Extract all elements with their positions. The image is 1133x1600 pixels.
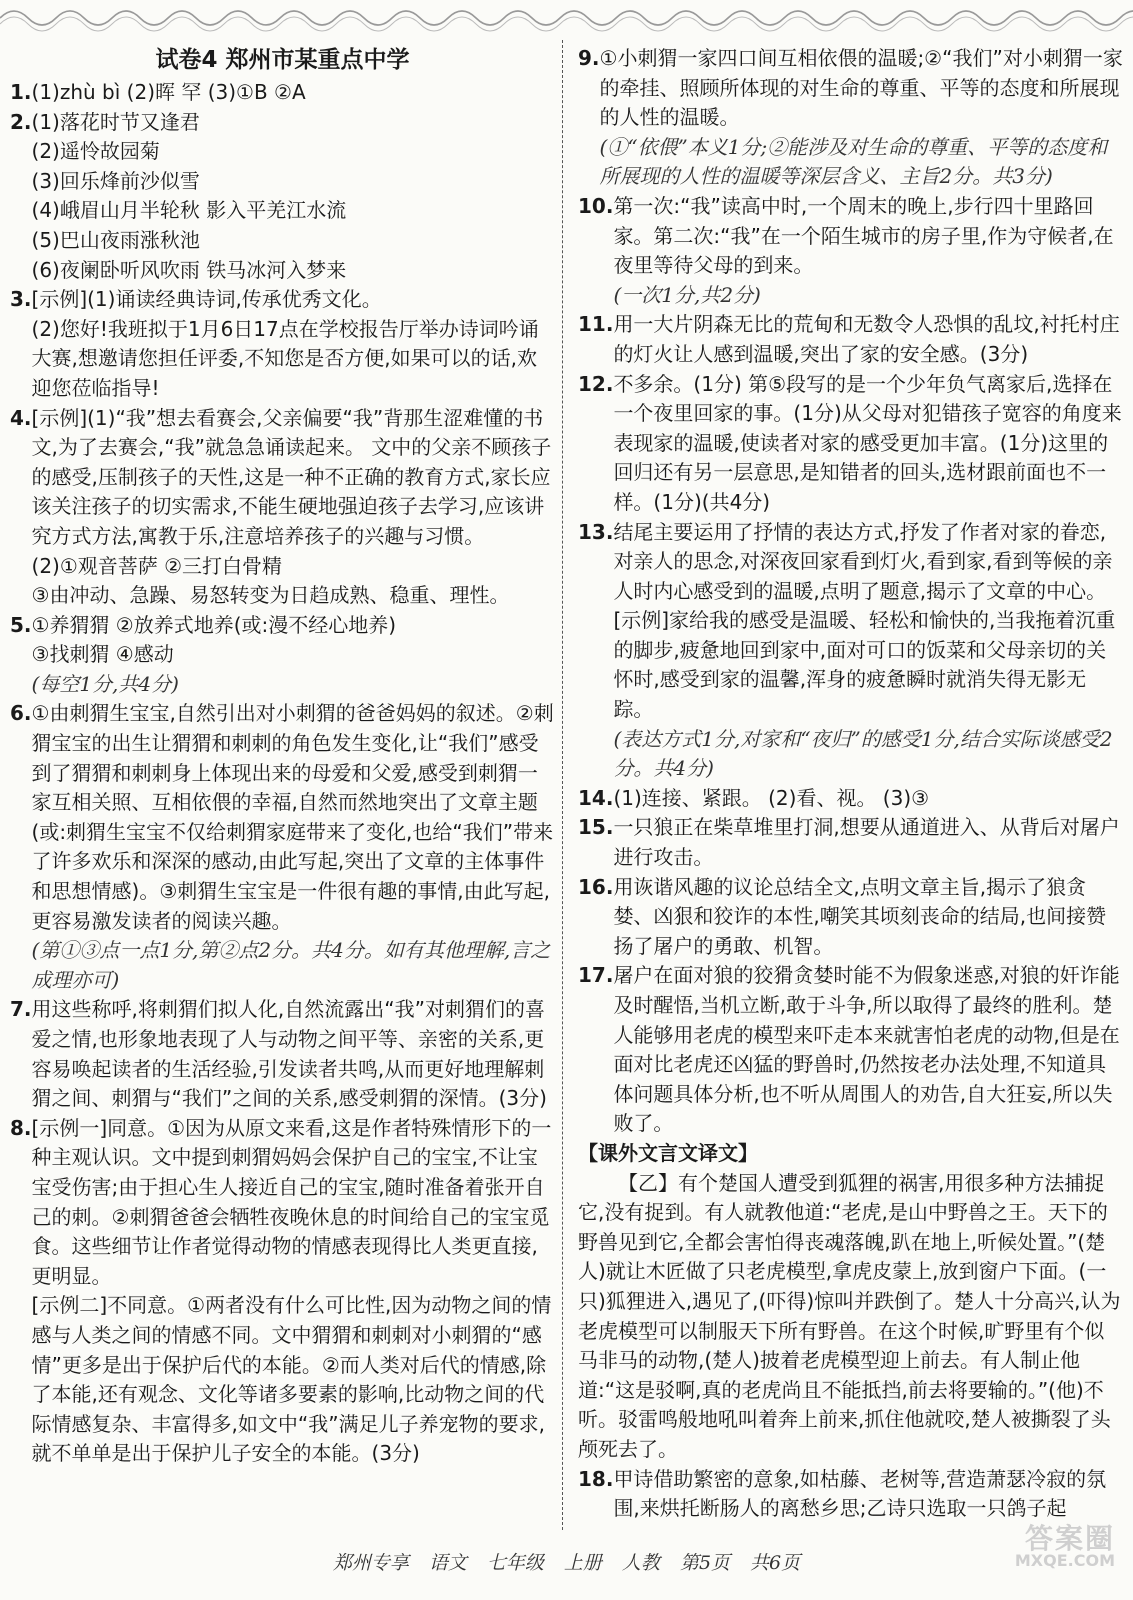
answer-text <box>613 1465 1123 1524</box>
question-number: 9. <box>578 46 600 70</box>
footer-item: 上册 <box>563 1552 602 1574</box>
answer-line: [示例](1)“我”想去看赛会,父亲偏要“我”背那生涩难懂的书文,为了去赛会,“我”就急急诵读起来。 文中的父亲不顾孩子的感受,压制孩子的天性,这是一种不正确的教育方式,家长应该关注孩子的切实需求,不能生硬地强迫孩子去学习,应该讲究方式方法,寓教于乐,注意培养孩子的兴趣与习惯。 <box>31 405 552 548</box>
scoring-note: (每空1分,共4分) <box>31 671 179 696</box>
answer-text <box>613 518 1123 784</box>
scoring-note: (①“依偎”本义1分;②能涉及对生命的尊重、平等的态度和所展现的人性的温暖等深层含义、主旨2分。共3分) <box>599 134 1108 189</box>
answer-item <box>10 1114 555 1469</box>
answer-subline: (2)您好!我班拟于1月6日17点在学校报告厅举办诗词吟诵大赛,想邀请您担任评委,不知您是否方便,如果可以的话,欢迎您莅临指导! <box>31 316 539 400</box>
answer-item <box>578 370 1123 518</box>
answer-text <box>578 1169 1123 1465</box>
answer-text <box>613 961 1123 1139</box>
answer-line: ①由刺猬生宝宝,自然引出对小刺猬的爸爸妈妈的叙述。②刺猬宝宝的出生让猬猬和刺刺的角色发生变化,让“我们”感受到了猬猬和刺刺身上体现出来的母爱和父爱,感受到刺猬一家互相关照、互相依偎的幸福,自然而然地突出了文章主题(或:刺猬生宝宝不仅给刺猬家庭带来了变化,也给“我们”带来了许多欢乐和深深的感动,由此写起,突出了文章的主体事件和思想情感)。③刺猬生宝宝是一件很有趣的事情,由此写起,更容易激发读者的阅读兴趣。 <box>31 701 554 933</box>
question-number: 11. <box>578 312 614 337</box>
watermark-sub: MXQE.COM <box>1014 1551 1115 1570</box>
question-number: 15. <box>578 815 614 840</box>
answer-line: [示例一]同意。①因为从原文来看,这是作者特殊情形下的一种主观认识。文中提到刺猬妈妈会保护自己的宝宝,不让宝宝受伤害;由于担心生人接近自己的宝宝,随时准备着张开自己的刺。②刺猬爸爸会牺牲夜晚休息的时间给自己的宝宝觅食。这些细节让作者觉得动物的情感表现得比人类更直接,更明显。 <box>31 1115 552 1288</box>
answer-text <box>32 995 555 1113</box>
answer-text <box>32 404 555 611</box>
answer-item <box>10 699 555 995</box>
left-column <box>10 44 555 1469</box>
answer-item <box>578 784 1123 814</box>
question-number: 6. <box>10 701 32 726</box>
answer-item <box>10 108 555 286</box>
answer-line: 用这些称呼,将刺猬们拟人化,自然流露出“我”对刺猬们的喜爱之情,也形象地表现了人与动物之间平等、亲密的关系,更容易唤起读者的生活经验,引发读者共鸣,从而更好地理解刺猬之间、刺猬与“我们”之间的关系,感受刺猬的深情。(3分) <box>31 997 547 1111</box>
watermark-logo <box>965 1522 1115 1588</box>
answer-line: (1)落花时节又逢君 <box>31 109 200 134</box>
answer-item <box>578 1169 1123 1465</box>
answer-item <box>10 285 555 403</box>
answer-line: 用诙谐风趣的议论总结全文,点明文章主旨,揭示了狼贪婪、凶狠和狡诈的本性,嘲笑其顷刻丧命的结局,也间接赞扬了屠户的勇敢、机智。 <box>613 874 1107 958</box>
answer-line: [示例](1)诵读经典诗词,传承优秀文化。 <box>31 287 382 312</box>
question-number: 17. <box>578 963 614 988</box>
question-number: 14. <box>578 785 614 810</box>
page-title: 试卷4 郑州市某重点中学 <box>155 47 410 73</box>
answer-line: 一只狼正在柴草堆里打洞,想要从通道进入、从背后对屠户进行攻击。 <box>613 815 1120 870</box>
answer-subline: (2)①观音菩萨 ②三打白骨精 <box>31 553 283 578</box>
answer-item <box>10 404 555 611</box>
column-divider <box>562 40 563 1530</box>
answer-line: ①小刺猬一家四口间互相依偎的温暖;②“我们”对小刺猬一家的牵挂、照顾所体现的对生命的尊重、平等的态度和所展现的人性的温暖。 <box>599 46 1123 130</box>
right-column <box>578 44 1123 1524</box>
answer-text <box>613 813 1123 872</box>
answer-text <box>613 192 1123 310</box>
answer-subline: (4)峨眉山月半轮秋 影入平羌江水流 <box>31 198 347 223</box>
question-number: 18. <box>578 1466 614 1491</box>
answer-text <box>613 370 1123 518</box>
answer-text <box>613 873 1123 962</box>
answer-item <box>578 518 1123 784</box>
footer-item: 人教 <box>621 1552 660 1574</box>
answer-text <box>600 44 1123 192</box>
answer-line: 屠户在面对狼的狡猾贪婪时能不为假象迷惑,对狼的奸诈能及时醒悟,当机立断,敢于斗争,所以取得了最终的胜利。楚人能够用老虎的模型来吓走本来就害怕老虎的动物,但是在面对比老虎还凶猛的野兽时,仍然按老办法处理,不知道具体问题具体分析,也不听从周围人的劝告,自大狂妄,所以失败了。 <box>613 963 1120 1136</box>
answer-text <box>32 699 555 995</box>
answer-line: 【乙】有个楚国人遭受到狐狸的祸害,用很多种方法捕捉它,没有捉到。有人就教他道:“老虎,是山中野兽之王。天下的野兽见到它,全都会害怕得丧魂落魄,趴在地上,听候处置。”(楚人)就让木匠做了只老虎模型,拿虎皮蒙上,放到窗户下面。(一只)狐狸进入,遇见了,(吓得)惊叫并跌倒了。楚人十分高兴,认为老虎模型可以制服天下所有野兽。在这个时候,旷野里有个似马非马的动物,(楚人)披着老虎模型迎上前去。有人制止他道:“这是驳啊,真的老虎尚且不能抵挡,前去将要输的。”(他)不听。驳雷鸣般地吼叫着奔上前来,抓住他就咬,楚人被撕裂了头颅死去了。 <box>578 1170 1121 1461</box>
answer-subline: (5)巴山夜雨涨秋池 <box>31 227 200 252</box>
footer-item: 郑州专享 <box>332 1552 409 1574</box>
answer-item <box>578 813 1123 872</box>
answer-text <box>32 611 555 700</box>
answer-item <box>578 961 1123 1139</box>
question-number: 8. <box>10 1115 32 1140</box>
answer-subline: ③由冲动、急躁、易怒转变为日趋成熟、稳重、理性。 <box>31 583 510 608</box>
answer-line: 用一大片阴森无比的荒甸和无数令人恐惧的乱坟,衬托村庄的灯火让人感到温暖,突出了家的安全感。(3分) <box>613 312 1120 366</box>
question-number: 10. <box>578 193 614 218</box>
answer-text <box>32 108 555 286</box>
answer-item <box>10 78 555 108</box>
question-number: 3. <box>10 287 32 312</box>
question-number: 5. <box>10 612 32 637</box>
answer-item <box>578 873 1123 962</box>
scoring-note: (第①③点一点1分,第②点2分。共4分。如有其他理解,言之成理亦可) <box>31 938 551 992</box>
answer-text <box>613 784 1123 814</box>
answer-line: 第一次:“我”读高中时,一个周末的晚上,步行四十里路回家。第二次:“我”在一个陌生城市的房子里,作为守候者,在夜里等待父母的到来。 <box>613 193 1114 278</box>
answer-text <box>32 78 555 108</box>
answer-item <box>578 310 1123 369</box>
answer-line: 不多余。(1分) 第⑤段写的是一个少年负气离家后,选择在一个夜里回家的事。(1分)从父母对犯错孩子宽容的角度来表现家的温暖,使读者对家的感受更加丰富。(1分)这里的回归还有另一层意思,是知错者的回头,选材跟前面也不一样。(1分)(共4分) <box>613 371 1122 514</box>
answer-text <box>32 1114 555 1469</box>
answer-subline: (3)回乐烽前沙似雪 <box>31 168 200 193</box>
answer-line: 甲诗借助繁密的意象,如枯藤、老树等,营造萧瑟冷寂的氛围,来烘托断肠人的离愁乡思;乙诗只选取一只鸽子起 <box>613 1466 1107 1521</box>
footer-item: 第5页 <box>679 1552 731 1574</box>
answer-item <box>10 611 555 700</box>
question-number: 12. <box>578 371 614 396</box>
header-wave-border <box>0 0 1133 34</box>
answer-text <box>613 310 1123 369</box>
question-number: 13. <box>578 519 614 544</box>
question-number: 16. <box>578 874 614 899</box>
watermark-main: 答案圈 <box>1024 1522 1115 1555</box>
answer-item <box>10 995 555 1113</box>
answer-line: 结尾主要运用了抒情的表达方式,抒发了作者对家的眷恋,对亲人的思念,对深夜回家看到灯火,看到家,看到等候的亲人时内心感受到的温暖,点明了题意,揭示了文章的中心。 [示例]家给我的感受是温暖、轻松和愉快的,当我拖着沉重的脚步,疲惫地回到家中,面对可口的饭菜和父母亲切的关怀时,感受到家的温馨,浑身的疲惫瞬时就消失得无影无踪。 <box>613 519 1116 722</box>
answer-subline: [示例二]不同意。①两者没有什么可比性,因为动物之间的情感与人类之间的情感不同。文中猬猬和刺刺对小刺猬的“感情”更多是出于保护后代的本能。②而人类对后代的情感,除了本能,还有观念、文化等诸多要素的影响,比动物之间的代际情感复杂、丰富得多,如文中“我”满足儿子养宠物的要求,就不单单是出于保护儿子安全的本能。(3分) <box>31 1293 552 1466</box>
answer-subline: (6)夜阑卧听风吹雨 铁马冰河入梦来 <box>31 257 347 282</box>
footer-item: 七年级 <box>486 1552 544 1574</box>
page-footer <box>0 1548 1133 1575</box>
answer-line: ①养猬猬 ②放养式地养(或:漫不经心地养) <box>31 612 397 637</box>
answer-text <box>32 285 555 403</box>
question-number: 2. <box>10 109 32 134</box>
scoring-note: (表达方式1分,对家和“夜归”的感受1分,结合实际谈感受2分。共4分) <box>613 726 1113 781</box>
answer-item <box>578 44 1123 192</box>
footer-item: 共6页 <box>750 1552 801 1574</box>
question-number: 4. <box>10 405 32 430</box>
answer-item <box>578 1465 1123 1524</box>
answer-line: (1)连接、紧跟。 (2)看、视。 (3)③ <box>613 785 930 810</box>
answer-line: (1)zhù bì (2)晖 罕 (3)①B ②A <box>31 80 306 104</box>
answer-subline: ③找刺猬 ④感动 <box>31 642 174 667</box>
question-number: 1. <box>10 80 32 104</box>
section-heading: 【课外文言文译文】 <box>578 1140 758 1165</box>
answer-item <box>578 192 1123 310</box>
scoring-note: (一次1分,共2分) <box>613 282 761 307</box>
answer-subline: (2)遥怜故园菊 <box>31 139 160 164</box>
footer-item: 语文 <box>428 1552 467 1574</box>
question-number: 7. <box>10 997 32 1022</box>
